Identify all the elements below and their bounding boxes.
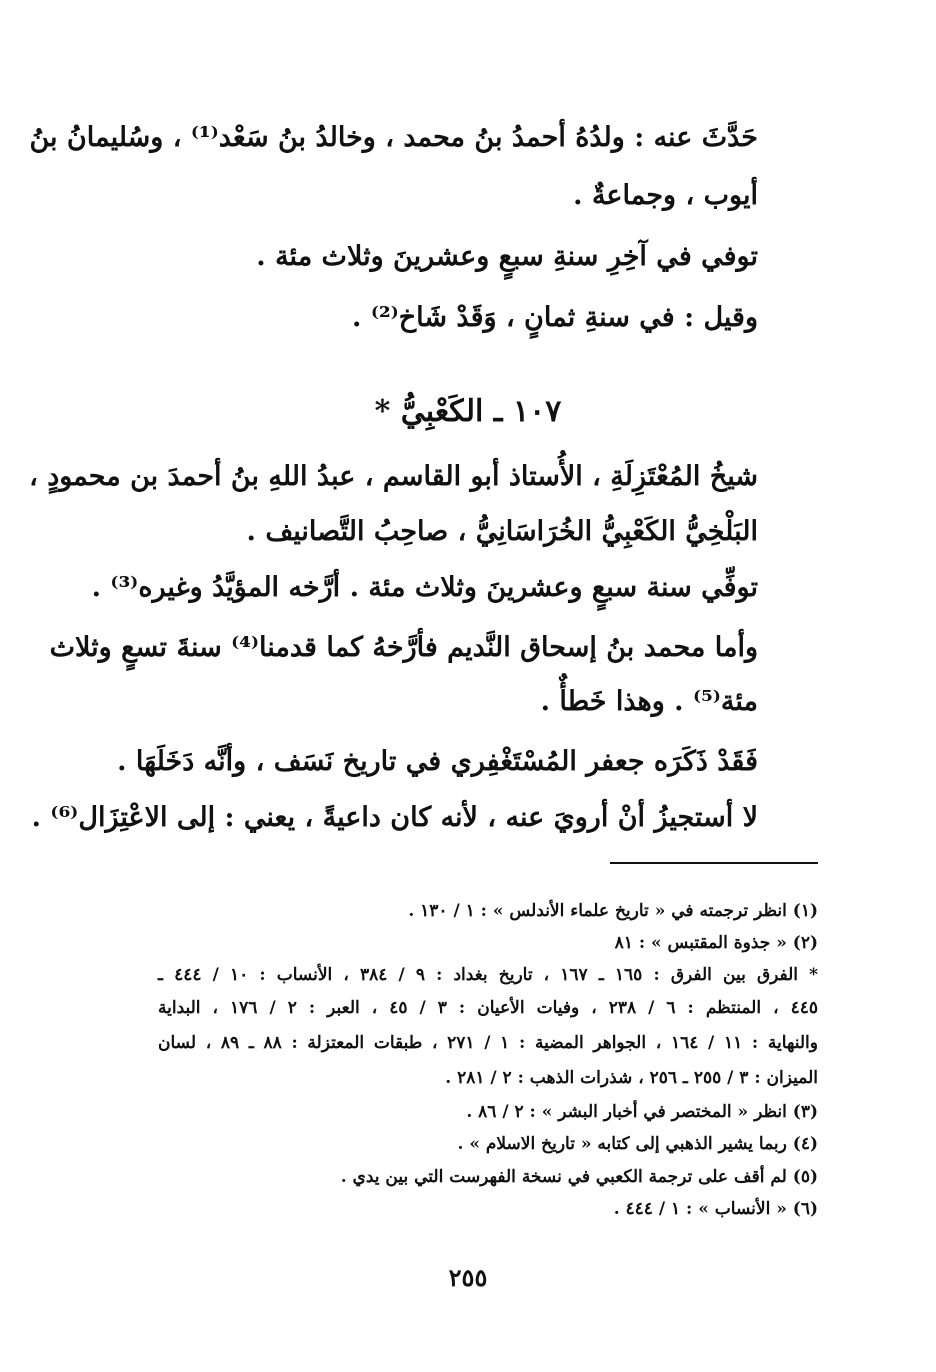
footnote-4: (٤) ربما يشير الذهبي إلى كتابه « تاريخ الاسلام » . <box>457 1134 818 1154</box>
body-paragraph-6-line-2: مئة⁽⁵⁾ . وهذا خَطأٌ . <box>540 686 758 717</box>
body-paragraph-7-line-2: لا أستجيزُ أنْ أرويَ عنه ، لأنه كان داعيةً ، يعني : إلى الاعْتِزَال⁽⁶⁾ . <box>31 802 758 833</box>
body-paragraph-2: توفي في آخِرِ سنةِ سبعٍ وعشرينَ وثلاث مئة . <box>256 241 758 272</box>
body-paragraph-4-line-2: البَلْخِيُّ الكَعْبِيُّ الخُرَاسَانِيُّ ، صاحِبُ التَّصانيف . <box>246 516 758 547</box>
body-paragraph-1-line-1: حَدَّثَ عنه : ولدُهُ أحمدُ بنُ محمد ، وخالدُ بنُ سَعْد⁽¹⁾ ، وسُليمانُ بنُ <box>29 122 758 153</box>
footnote-2: (٢) « جذوة المقتبس » : ٨١ <box>614 933 818 953</box>
body-paragraph-1-line-2: أيوب ، وجماعةٌ . <box>573 180 758 211</box>
footnote-star-line-4: الميزان : ٣ / ٢٥٥ ـ ٢٥٦ ، شذرات الذهب : ٢ / ٢٨١ . <box>445 1068 818 1088</box>
page-number: ٢٥٥ <box>448 1263 488 1292</box>
footnote-separator <box>610 862 818 864</box>
body-paragraph-7-line-1: فَقَدْ ذَكَرَه جعفر المُسْتَغْفِري في تاريخ نَسَف ، وأنَّه دَخَلَهَا . <box>117 746 758 777</box>
footnote-star-line-3: والنهاية : ١١ / ١٦٤ ، الجواهر المضية : ١ / ٢٧١ ، طبقات المعتزلة : ٨٨ ـ ٨٩ ، لسان <box>158 1033 818 1053</box>
body-paragraph-6-line-1: وأما محمد بنُ إسحاق النَّديم فأرَّخهُ كما قدمنا⁽⁴⁾ سنةَ تسعٍ وثلاث <box>49 632 758 663</box>
entry-heading: ١٠٧ ـ الكَعْبِيُّ * <box>374 394 562 429</box>
footnote-star-line-2: ٤٤٥ ، المنتظم : ٦ / ٢٣٨ ، وفيات الأعيان : ٣ / ٤٥ ، العبر : ٢ / ١٧٦ ، البداية <box>158 998 818 1018</box>
footnote-star-line-1: * الفرق بين الفرق : ١٦٥ ـ ١٦٧ ، تاريخ بغداد : ٩ / ٣٨٤ ، الأنساب : ١٠ / ٤٤٤ ـ <box>158 965 819 985</box>
footnote-3: (٣) انظر « المختصر في أخبار البشر » : ٢ / ٨٦ . <box>466 1102 818 1122</box>
body-paragraph-3: وقيل : في سنةِ ثمانٍ ، وَقَدْ شَاخ⁽²⁾ . <box>352 302 758 333</box>
footnote-1: (١) انظر ترجمته في « تاريخ علماء الأندلس » : ١ / ١٣٠ . <box>408 901 818 921</box>
body-paragraph-4-line-1: شيخُ المُعْتَزِلَةِ ، الأُستاذ أبو القاسم ، عبدُ اللهِ بنُ أحمدَ بن محمودٍ ، <box>29 461 758 492</box>
footnote-6: (٦) « الأنساب » : ١ / ٤٤٤ . <box>613 1199 818 1219</box>
body-paragraph-5: توفِّي سنة سبعٍ وعشرينَ وثلاث مئة . أرَّخه المؤيَّدُ وغيره⁽³⁾ . <box>91 572 758 603</box>
footnote-5: (٥) لم أقف على ترجمة الكعبي في نسخة الفهرست التي بين يدي . <box>340 1167 818 1187</box>
